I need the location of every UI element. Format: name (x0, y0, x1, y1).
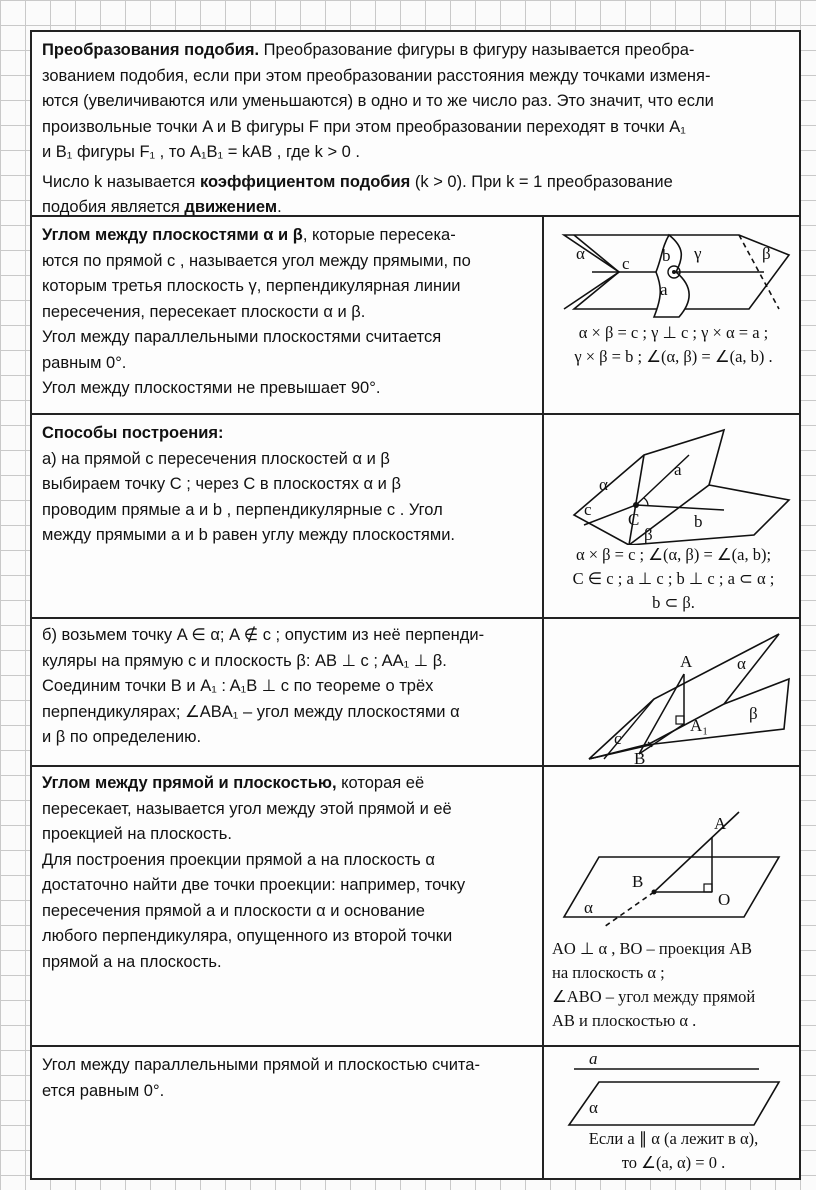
label-beta: β (749, 704, 758, 723)
label-beta: β (762, 244, 771, 263)
figure-planes-gamma (542, 217, 801, 413)
label-c: c (614, 729, 622, 748)
section-similarity (32, 32, 799, 217)
section-construction-b (32, 619, 799, 767)
figure-construction-b (542, 619, 801, 765)
construction-a-diagram (544, 415, 801, 545)
parallel-diagram (544, 1047, 801, 1127)
label-C: C (628, 510, 640, 529)
label-a: a (589, 1049, 598, 1068)
label-gamma: γ (694, 244, 702, 263)
label-b: b (662, 246, 671, 265)
label-B: B (634, 749, 646, 765)
label-alpha: α (576, 244, 585, 263)
label-a: a (674, 460, 682, 479)
angle-line-plane-title: Углом между прямой и плоскостью, (42, 774, 337, 792)
construction-a-text: Способы построения: а) на прямой c пересечения плоскостей α и β выбираем точку C ; через C в плоскостях α и β проводим прямые a и b , перпендикулярные c . Угол между прямыми a и b равен углу между плоскостями. (42, 424, 456, 544)
planes-gamma-diagram (544, 217, 801, 327)
label-A: A (680, 652, 693, 671)
label-A1: A₁ (690, 716, 709, 735)
label-beta: β (644, 525, 653, 544)
reference-sheet (30, 30, 801, 1180)
construction-b-text: б) возьмем точку A ∈ α; A ∉ c ; опустим из неё перпенди- куляры на прямую c и плоскость β: AB ⊥ c ; AA₁ ⊥ β. Соединим точки B и A₁ : A₁B ⊥ c по теореме о трёх перпендикулярах; ∠ABA₁ – угол между плоскостями α и β по определению. (42, 626, 485, 746)
angle-planes-caption: α × β = c ; γ ⊥ c ; γ × α = a ; γ × β = b ; ∠(α, β) = ∠(a, b) . (574, 323, 773, 366)
label-b: b (694, 512, 703, 531)
construction-title: Способы построения: (42, 424, 224, 442)
section-angle-between-planes (32, 217, 799, 415)
label-alpha: α (589, 1098, 598, 1117)
label-c: c (622, 254, 630, 273)
label-a: a (660, 280, 668, 299)
label-O: O (718, 890, 731, 909)
label-alpha: α (584, 898, 593, 917)
section-angle-line-plane (32, 767, 799, 1047)
section-construction-a (32, 415, 799, 619)
similarity-title: Преобразования подобия. (42, 41, 260, 59)
angle-line-plane-text: Углом между прямой и плоскостью, которая её пересекает, называется угол между этой прямой и её проекцией на плоскость. Для построения проекции прямой a на плоскость α достаточно найти две точки проекции: например, точку пересечения прямой a и плоскости α и основание любого перпендикуляра, опущенного из второй точки прямой a на плоскость. (42, 774, 466, 971)
figure-construction-a (542, 415, 801, 617)
parallel-caption: Если a ∥ α (a лежит в α), то ∠(a, α) = 0 . (588, 1129, 759, 1172)
figure-line-plane (542, 767, 801, 1045)
similarity-text: Преобразования подобия. Преобразование фигуры в фигуру называется преобра- зованием подобия, если при этом преобразовании расстояния между точками изменя- ются (увеличиваются или уменьшаются) в одно и то же число раз. Это значит, что если произвольные точки A и B фигуры F при этом преобразовании переходят в точки A₁ и B₁ фигуры F₁ , то A₁B₁ = kAB , где k > 0 . Число k называется коэффициентом подобия (k > 0). При k = 1 преобразование подобия является движением. (42, 41, 714, 216)
line-plane-caption: AO ⊥ α , BO – проекция AB на плоскость α ; ∠ABO – угол между прямой AB и плоскостью α . (552, 939, 756, 1030)
label-c: c (584, 500, 592, 519)
label-alpha: α (737, 654, 746, 673)
label-A: A (714, 814, 727, 833)
construction-a-caption: α × β = c ; ∠(α, β) = ∠(a, b); C ∈ c ; a ⊥ c ; b ⊥ c ; a ⊂ α ; b ⊂ β. (572, 545, 775, 612)
construction-b-diagram (544, 619, 801, 765)
section-parallel-line-plane (32, 1047, 799, 1178)
figure-parallel-line-plane (542, 1047, 801, 1178)
angle-planes-text: Углом между плоскостями α и β, которые пересека- ются по прямой c , называется угол между прямыми, по которым третья плоскость γ, перпендикулярная линии пересечения, пересекает плоскости α и β. Угол между параллельными плоскостями считается равным 0°. Угол между плоскостями не превышает 90°. (42, 226, 471, 397)
label-alpha: α (599, 475, 608, 494)
line-plane-diagram (544, 767, 801, 932)
parallel-line-plane-text: Угол между параллельными прямой и плоскостью счита- ется равным 0°. (42, 1056, 480, 1100)
angle-planes-title: Углом между плоскостями α и β (42, 226, 303, 244)
label-B: B (632, 872, 644, 891)
